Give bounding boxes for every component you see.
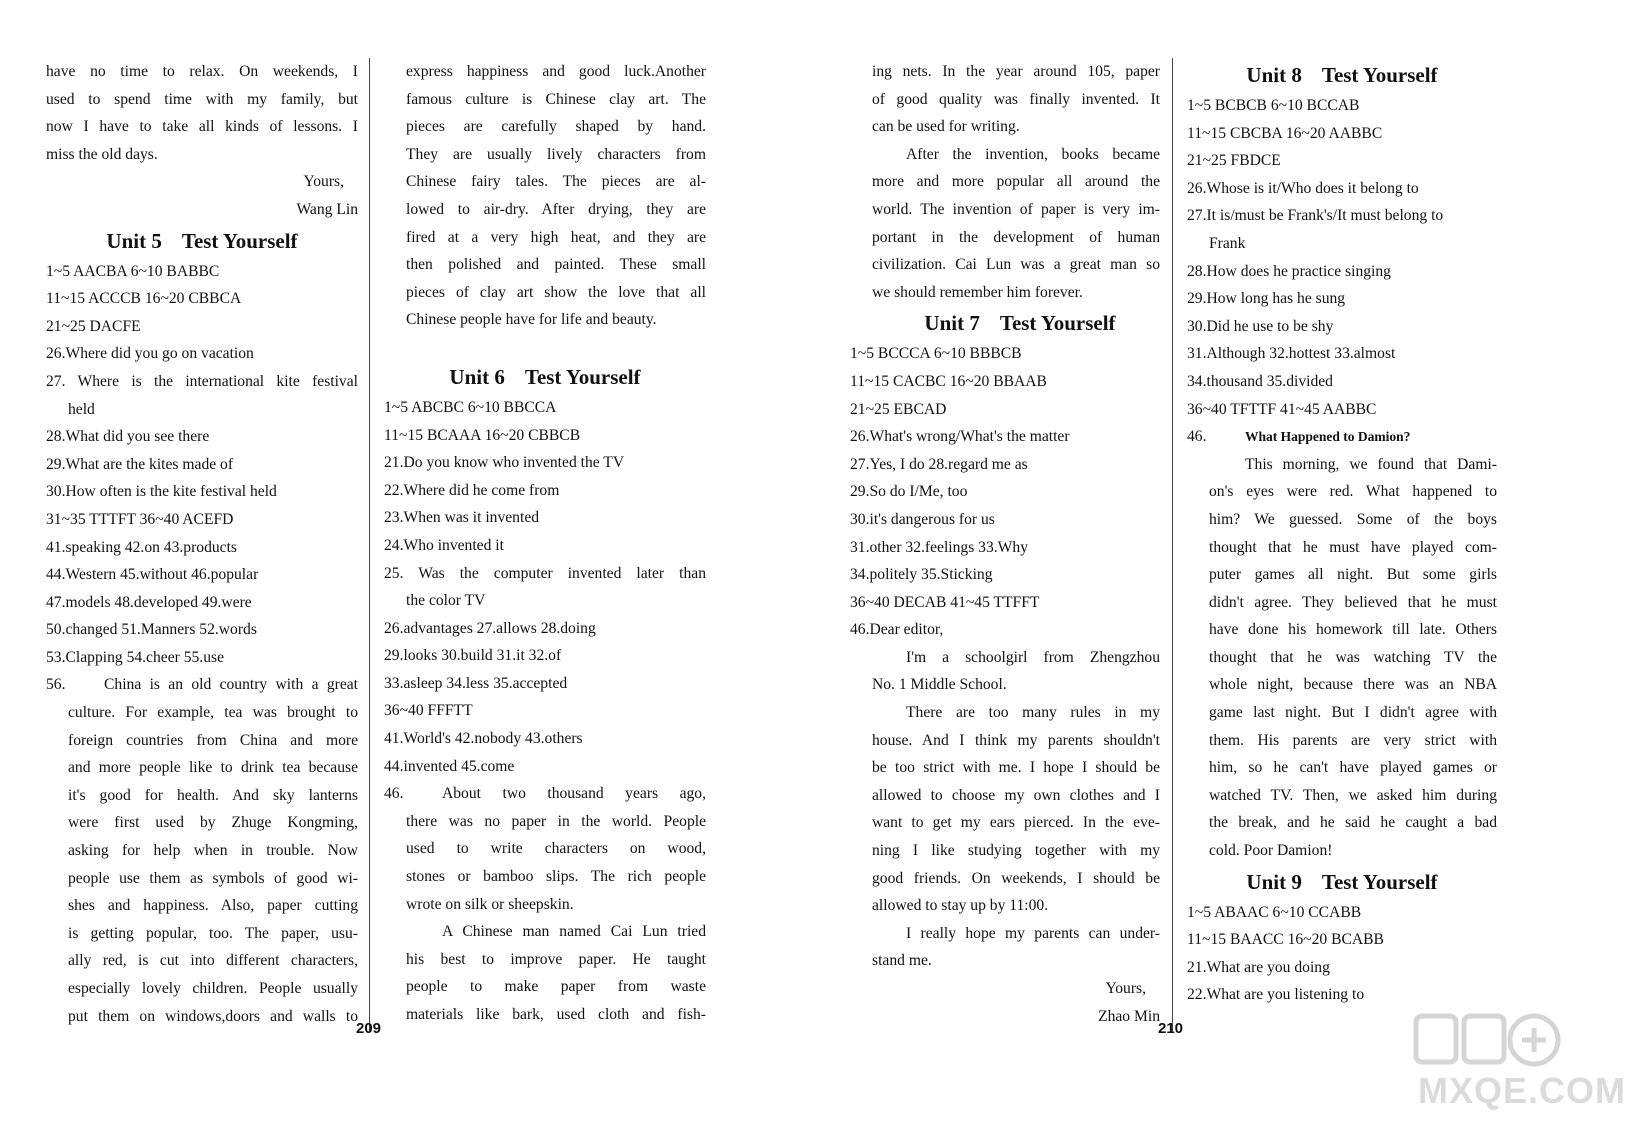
text-line: were first used by Zhuge Kongming, — [68, 814, 358, 832]
unit-heading — [1187, 60, 1497, 90]
text-line: can be used for writing. — [872, 118, 1020, 136]
unit-title: Test Yourself — [1321, 869, 1438, 894]
text-line: is getting popular, too. The paper, usu- — [68, 924, 358, 942]
text-line: 34.politely 35.Sticking — [850, 566, 993, 584]
text-line: famous culture is Chinese clay art. The — [406, 90, 706, 108]
text-line — [46, 671, 358, 699]
item-text: What Happened to Damion? — [1245, 429, 1411, 445]
text-line: thought that he was watching TV the — [1209, 648, 1497, 666]
text-line: Zhao Min — [1098, 1007, 1160, 1025]
text-line: ing nets. In the year around 105, paper — [872, 63, 1160, 80]
text-line: foreign countries from China and more — [68, 731, 358, 749]
column-1 — [46, 58, 358, 1030]
text-line: stand me. — [872, 952, 932, 970]
text-line: 31.other 32.feelings 33.Why — [850, 538, 1028, 556]
text-line: 21.Do you know who invented the TV — [384, 454, 625, 472]
unit-heading — [384, 362, 706, 392]
unit-heading — [1187, 867, 1497, 897]
text-line: miss the old days. — [46, 145, 158, 163]
text-line: express happiness and good luck.Another — [406, 63, 706, 80]
text-line: 44.Western 45.without 46.popular — [46, 566, 259, 584]
unit-title: Test Yourself — [524, 364, 641, 389]
text-line: 46.Dear editor, — [850, 621, 944, 639]
text-line: there was no paper in the world. People — [406, 812, 706, 830]
text-line — [384, 780, 706, 808]
text-line: Frank — [1209, 234, 1246, 252]
unit-number: Unit 8 — [1246, 63, 1302, 87]
text-line: 36~40 TFTTF 41~45 AABBC — [1187, 400, 1377, 418]
text-line: 26.Whose is it/Who does it belong to — [1187, 179, 1419, 197]
text-line: They are usually lively characters from — [406, 145, 706, 163]
text-line: 21.What are you doing — [1187, 958, 1330, 976]
text-line: I really hope my parents can under- — [906, 924, 1160, 942]
text-line: 26.advantages 27.allows 28.doing — [384, 619, 596, 637]
text-line: No. 1 Middle School. — [872, 676, 1007, 694]
text-line: shes and happiness. Also, paper cutting — [68, 897, 358, 915]
answer-site-logo-icon — [1412, 1010, 1562, 1070]
text-line: Chinese fairy tales. The pieces are al- — [406, 173, 706, 191]
unit-title: Test Yourself — [181, 228, 298, 253]
page-209 — [0, 0, 800, 1128]
text-line: have no time to relax. On weekends, I — [46, 63, 358, 80]
unit-number: Unit 6 — [449, 364, 505, 389]
text-line: 47.models 48.developed 49.were — [46, 593, 252, 611]
text-line: him? We guessed. Some of the boys — [1209, 510, 1497, 528]
text-line: 26.Where did you go on vacation — [46, 345, 254, 363]
text-line: 11~15 BCAAA 16~20 CBBCB — [384, 426, 581, 444]
text-line: 44.invented 45.come — [384, 757, 515, 775]
text-line: now I have to take all kinds of lessons. I — [46, 118, 358, 136]
text-line: 29.So do I/Me, too — [850, 483, 968, 501]
text-line: ally red, is cut into different characters, — [68, 952, 358, 970]
text-line: allowed to choose my own clothes and I — [872, 786, 1160, 804]
text-line: good friends. On weekends, I should be — [872, 869, 1160, 887]
page-number-209: 209 — [356, 1020, 382, 1037]
item-number: 46. — [1187, 428, 1207, 446]
text-line: them. His parents are very strict with — [1209, 731, 1497, 749]
text-line: 27.Yes, I do 28.regard me as — [850, 455, 1028, 473]
text-line: 27.It is/must be Frank's/It must belong to — [1187, 207, 1444, 225]
text-line: held — [68, 400, 95, 418]
column-divider — [1172, 58, 1173, 1032]
column-3 — [850, 58, 1160, 1030]
text-line: cold. Poor Damion! — [1209, 842, 1333, 860]
text-line: 22.What are you listening to — [1187, 986, 1365, 1004]
text-line: 41.World's 42.nobody 43.others — [384, 730, 583, 748]
text-line: Yours, — [303, 173, 344, 191]
text-line: his best to improve paper. He taught — [406, 950, 706, 968]
text-line: 21~25 DACFE — [46, 317, 141, 335]
text-line: allowed to stay up by 11:00. — [872, 897, 1049, 915]
text-line: the color TV — [406, 592, 486, 610]
text-line: and more people like to drink tea because — [68, 759, 358, 777]
item-text: China is an old country with a great — [104, 676, 358, 694]
unit-number: Unit 9 — [1246, 869, 1302, 894]
item-number: 46. — [384, 785, 404, 803]
text-line: of good quality was finally invented. It — [872, 90, 1160, 108]
text-line: house. And I think my parents shouldn't — [872, 731, 1160, 749]
text-line: 11~15 ACCCB 16~20 CBBCA — [46, 290, 242, 308]
text-line: world. The invention of paper is very im- — [872, 200, 1160, 218]
text-line: wrote on silk or sheepskin. — [406, 895, 574, 913]
text-line: 26.What's wrong/What's the matter — [850, 428, 1070, 446]
text-line: After the invention, books became — [906, 145, 1160, 163]
text-line: 41.speaking 42.on 43.products — [46, 538, 238, 556]
unit-heading — [880, 308, 1160, 338]
text-line: Chinese people have for life and beauty. — [406, 311, 657, 329]
text-line: lowed to air-dry. After drying, they are — [406, 200, 706, 218]
text-line: 30.How often is the kite festival held — [46, 483, 277, 501]
text-line: This morning, we found that Dami- — [1245, 455, 1497, 473]
text-line: There are too many rules in my — [906, 704, 1160, 722]
text-line: 30.it's dangerous for us — [850, 510, 995, 528]
text-line: 50.changed 51.Manners 52.words — [46, 621, 257, 639]
text-line: be too strict with me. I hope I should be — [872, 759, 1160, 777]
text-line: 11~15 BAACC 16~20 BCABB — [1187, 931, 1384, 949]
unit-title: Test Yourself — [1321, 63, 1438, 87]
text-line: Yours, — [1105, 980, 1146, 997]
text-line: used to write characters on wood, — [406, 840, 706, 858]
text-line: put them on windows,doors and walls to — [68, 1007, 358, 1025]
text-line: 27. Where is the international kite festival — [46, 372, 358, 390]
text-line: 1~5 BCBCB 6~10 BCCAB — [1187, 97, 1360, 114]
text-line: Wang Lin — [296, 200, 358, 218]
text-line: pieces are carefully shaped by hand. — [406, 118, 706, 136]
text-line: A Chinese man named Cai Lun tried — [442, 923, 706, 941]
text-line: 21~25 FBDCE — [1187, 152, 1281, 170]
text-line: civilization. Cai Lun was a great man so — [872, 256, 1160, 274]
text-line: have done his homework till late. Others — [1209, 621, 1497, 639]
text-line: the break, and he said he caught a bad — [1209, 814, 1497, 832]
item-number: 56. — [46, 676, 66, 694]
text-line — [1187, 423, 1497, 451]
text-line: materials like bark, used cloth and fish- — [406, 1006, 706, 1023]
text-line: portant in the development of human — [872, 228, 1160, 246]
item-text: About two thousand years ago, — [442, 785, 706, 803]
text-line: culture. For example, tea was brought to — [68, 704, 358, 722]
text-line: 31~35 TTTFT 36~40 ACEFD — [46, 510, 234, 528]
text-line: 1~5 AACBA 6~10 BABBC — [46, 262, 220, 280]
text-line: stones or bamboo slips. The rich people — [406, 868, 706, 886]
text-line: thought that he must have played com- — [1209, 538, 1497, 556]
unit-title: Test Yourself — [999, 311, 1116, 336]
text-line: people use them as symbols of good wi- — [68, 869, 358, 887]
text-line: 30.Did he use to be shy — [1187, 317, 1334, 335]
text-line: 29.looks 30.build 31.it 32.of — [384, 647, 562, 665]
text-line: whole night, because there was an NBA — [1209, 676, 1497, 694]
text-line: especially lovely children. People usually — [68, 980, 358, 997]
text-line: puter games all night. But some girls — [1209, 566, 1497, 584]
column-divider — [369, 58, 370, 1032]
unit-number: Unit 5 — [106, 228, 162, 253]
text-line: it's good for health. And sky lanterns — [68, 786, 358, 804]
watermark — [1390, 1010, 1626, 1120]
text-line: didn't agree. They believed that he must — [1209, 593, 1497, 611]
text-line: on's eyes were red. What happened to — [1209, 483, 1497, 501]
text-line: 29.What are the kites made of — [46, 455, 234, 473]
text-line: 11~15 CBCBA 16~20 AABBC — [1187, 124, 1383, 142]
text-line: 21~25 EBCAD — [850, 400, 947, 418]
text-line: asking for help when in trouble. Now — [68, 842, 358, 860]
text-line: 28.How does he practice singing — [1187, 262, 1391, 280]
text-line: 1~5 BCCCA 6~10 BBBCB — [850, 345, 1022, 363]
text-line: people to make paper from waste — [406, 978, 706, 996]
text-line: game last night. But I didn't agree with — [1209, 704, 1497, 722]
text-line: 53.Clapping 54.cheer 55.use — [46, 648, 224, 666]
text-line: then polished and painted. These small — [406, 256, 706, 274]
text-line: ning I like studying together with my — [872, 842, 1160, 860]
column-4 — [1187, 58, 1497, 1009]
text-line: 23.When was it invented — [384, 509, 540, 527]
text-line: 33.asleep 34.less 35.accepted — [384, 674, 568, 692]
text-line: fired at a very high heat, and they are — [406, 228, 706, 246]
unit-heading — [46, 226, 358, 256]
text-line: 29.How long has he sung — [1187, 290, 1346, 308]
column-2 — [384, 58, 706, 1029]
text-line: 24.Who invented it — [384, 536, 504, 554]
text-line: 31.Although 32.hottest 33.almost — [1187, 345, 1396, 363]
text-line: pieces of clay art show the love that all — [406, 283, 706, 301]
text-line: him, so he can't have played games or — [1209, 759, 1497, 777]
text-line: 1~5 ABAAC 6~10 CCABB — [1187, 903, 1362, 921]
text-line: want to get my ears pierced. In the eve- — [872, 814, 1160, 832]
text-line: we should remember him forever. — [872, 283, 1083, 301]
text-line: 22.Where did he come from — [384, 481, 560, 499]
text-line: 34.thousand 35.divided — [1187, 372, 1333, 390]
unit-number: Unit 7 — [924, 311, 980, 336]
text-line: 36~40 DECAB 41~45 TTFFT — [850, 593, 1040, 611]
text-line: more and more popular all around the — [872, 173, 1160, 191]
page-number-210: 210 — [1158, 1020, 1184, 1037]
page-210 — [800, 0, 1600, 1128]
text-line: watched TV. Then, we asked him during — [1209, 786, 1497, 804]
text-line: I'm a schoolgirl from Zhengzhou — [906, 648, 1160, 666]
watermark-text: MXQE.COM — [1418, 1070, 1626, 1111]
text-line: 25. Was the computer invented later than — [384, 564, 706, 582]
text-line: used to spend time with my family, but — [46, 90, 358, 108]
text-line: 11~15 CACBC 16~20 BBAAB — [850, 372, 1047, 390]
text-line: 36~40 FFFTT — [384, 702, 473, 720]
text-line: 28.What did you see there — [46, 428, 210, 446]
text-line: 1~5 ABCBC 6~10 BBCCA — [384, 398, 557, 416]
